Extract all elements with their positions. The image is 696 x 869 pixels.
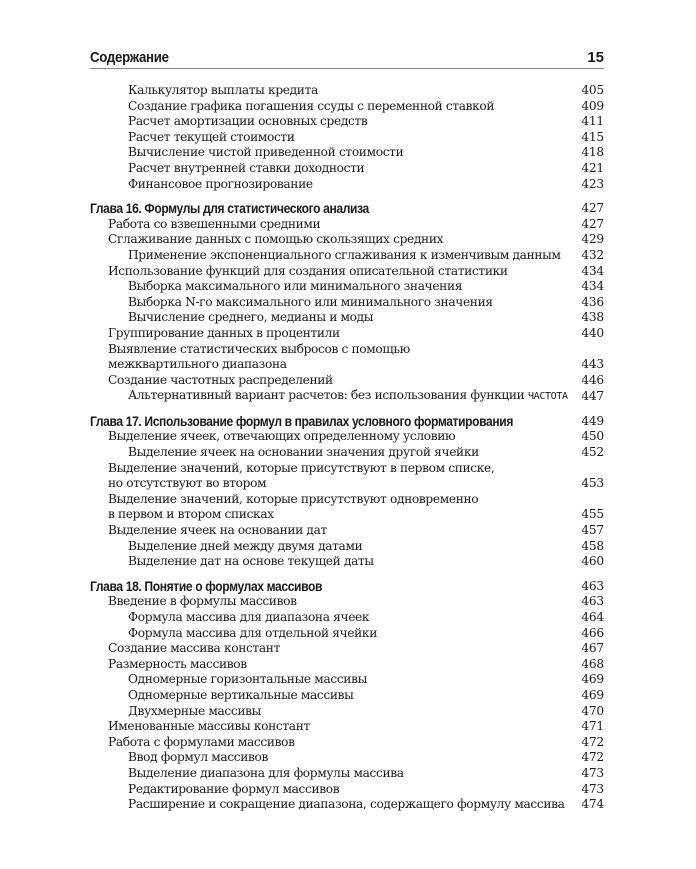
- toc-entry[interactable]: [90, 461, 604, 477]
- toc-entry-page: 443: [581, 357, 604, 372]
- toc-entry-title: [90, 357, 287, 373]
- toc-entry[interactable]: [90, 295, 604, 311]
- toc-entry-page: 436: [581, 294, 604, 309]
- toc-entry-text: Финансовое прогнозирование: [128, 176, 313, 191]
- toc-entry-title: [90, 217, 320, 233]
- toc-entry-page: 466: [581, 625, 604, 640]
- toc-entry-title: [90, 539, 362, 555]
- toc-entry[interactable]: [90, 610, 604, 626]
- toc-entry-page: 452: [581, 445, 604, 460]
- toc-entry-title: [90, 704, 261, 720]
- toc-entry-page: 432: [581, 247, 604, 262]
- toc-entry-text: Расчет внутренней ставки доходности: [128, 160, 365, 175]
- toc-entry[interactable]: [90, 672, 604, 688]
- toc-entry[interactable]: [90, 429, 604, 445]
- toc-entry-text: Вычисление среднего, медианы и моды: [128, 310, 374, 325]
- toc-entry-page: 421: [581, 160, 604, 175]
- toc-entry[interactable]: [90, 539, 604, 555]
- toc-entry-page: 463: [581, 578, 604, 593]
- toc-entry[interactable]: [90, 130, 604, 146]
- toc-entry[interactable]: [90, 554, 604, 570]
- toc-chapter[interactable]: [90, 201, 604, 217]
- toc-entry[interactable]: [90, 657, 604, 673]
- toc-entry-text: Выделение ячеек на основании значения другой ячейки: [128, 445, 479, 460]
- toc-entry-title: [90, 114, 367, 130]
- toc-entry-page: 472: [581, 734, 604, 749]
- toc-entry-text: Работа с формулами массивов: [108, 734, 295, 749]
- toc-entry-page: 427: [581, 216, 604, 231]
- toc-entry-page: 447: [581, 389, 604, 404]
- toc-entry-text: Выделение диапазона для формулы массива: [128, 765, 404, 780]
- toc-entry[interactable]: [90, 688, 604, 704]
- toc-entry-text: Вычисление чистой приведенной стоимости: [128, 145, 404, 160]
- toc-entry[interactable]: [90, 641, 604, 657]
- toc-entry-title: [90, 735, 295, 751]
- toc-entry-text: Расчет текущей стоимости: [128, 129, 295, 144]
- toc-entry-title: [90, 388, 568, 405]
- toc-entry-page: 446: [581, 372, 604, 387]
- toc-entry-text: в первом и втором списках: [108, 507, 274, 522]
- toc-entry-text: Альтернативный вариант расчетов: без использования функции: [128, 388, 525, 403]
- toc-entry-title: [90, 688, 354, 704]
- toc-entry[interactable]: [90, 704, 604, 720]
- toc-entry[interactable]: [90, 342, 604, 358]
- toc-entry-text: Одномерные вертикальные массивы: [128, 687, 354, 702]
- toc-entry-page: 434: [581, 279, 604, 294]
- toc-entry-title: [90, 445, 479, 461]
- toc-entry-title: [90, 782, 339, 798]
- toc-entry[interactable]: [90, 492, 604, 508]
- toc-entry[interactable]: [90, 626, 604, 642]
- toc-entry[interactable]: [90, 735, 604, 751]
- toc-entry-page: 415: [581, 129, 604, 144]
- toc-entry-title: [90, 279, 462, 295]
- toc-entry-page: 418: [581, 145, 604, 160]
- toc-entry[interactable]: [90, 357, 604, 373]
- toc-entry-title: [90, 672, 367, 688]
- toc-entry-text: Выделение дат на основе текущей даты: [128, 554, 374, 569]
- toc-entry[interactable]: [90, 145, 604, 161]
- toc-entry-title: [90, 232, 443, 248]
- toc-entry-code: ЧАСТОТА: [528, 391, 568, 403]
- toc-entry[interactable]: [90, 388, 604, 405]
- toc-entry-text: Выделение значений, которые присутствуют одновременно: [108, 491, 479, 506]
- toc-entry-page: 469: [581, 672, 604, 687]
- toc-entry-text: Использование функций для создания описательной статистики: [108, 263, 508, 278]
- toc-entry-title: [90, 554, 374, 570]
- toc-entry[interactable]: [90, 248, 604, 264]
- toc-entry-page: 427: [581, 201, 604, 216]
- toc-entry-page: 464: [581, 610, 604, 624]
- toc-entry-title: [90, 766, 404, 782]
- toc-entry-title: [90, 641, 280, 657]
- toc-entry-text: Применение экспоненциального сглаживания к изменчивым данным: [128, 247, 561, 262]
- toc-entry-page: 472: [581, 750, 604, 765]
- toc-entry-page: 474: [581, 797, 604, 812]
- toc-entry-title: [90, 373, 333, 389]
- header-title: Содержание: [90, 49, 169, 66]
- toc-entry[interactable]: [90, 217, 604, 233]
- toc-entry-text: Редактирование формул массивов: [128, 781, 340, 796]
- toc-entry-text: Создание массива констант: [108, 641, 280, 656]
- toc-entry-title: [90, 610, 369, 626]
- toc-entry-title: [90, 161, 364, 177]
- toc-entry-page: 469: [581, 687, 604, 702]
- toc-entry[interactable]: [90, 766, 604, 782]
- toc-page: [90, 44, 604, 813]
- toc-entry-page: 405: [581, 83, 604, 97]
- toc-entry-page: 453: [581, 476, 604, 491]
- toc-entry-page: 434: [581, 263, 604, 278]
- toc-entry-text: Работа со взвешенными средними: [108, 216, 321, 231]
- toc-entry-title: [90, 476, 266, 492]
- toc-entry[interactable]: [90, 264, 604, 280]
- toc-entry-text: Калькулятор выплаты кредита: [128, 83, 318, 97]
- toc-entry-page: 411: [581, 114, 604, 129]
- toc-entry-title: [90, 83, 318, 99]
- toc-entry-page: 458: [581, 538, 604, 553]
- toc-entry-title: [90, 177, 313, 193]
- toc-entry-text: Расширение и сокращение диапазона, содержащего формулу массива: [128, 797, 565, 812]
- toc-entry-page: 455: [581, 507, 604, 522]
- toc-entry[interactable]: [90, 797, 604, 813]
- toc-entry-text: Выявление статистических выбросов с помощью: [108, 341, 410, 356]
- toc-entry[interactable]: [90, 476, 604, 492]
- toc-entry-page: 457: [581, 523, 604, 538]
- toc-entry-text: Глава 16. Формулы для статистического анализа: [90, 201, 369, 217]
- toc-entry-text: Выделение ячеек на основании дат: [108, 523, 327, 538]
- toc-entry-text: но отсутствуют во втором: [108, 476, 267, 491]
- toc-entry-text: Выделение значений, которые присутствуют в первом списке,: [108, 460, 495, 475]
- toc-entry-page: 473: [581, 781, 604, 796]
- toc-entry-page: 449: [581, 413, 604, 428]
- toc-entry[interactable]: [90, 523, 604, 539]
- toc-entry-page: 473: [581, 765, 604, 780]
- toc-entry-text: Двухмерные массивы: [128, 703, 261, 718]
- toc-entry-text: Глава 18. Понятие о формулах массивов: [90, 578, 323, 594]
- toc-entry-title: [90, 719, 310, 735]
- toc-entry-title: [90, 201, 369, 217]
- toc-entry[interactable]: [90, 114, 604, 130]
- toc-entry-page: 471: [581, 719, 604, 734]
- table-of-contents: [90, 83, 604, 813]
- toc-entry-page: 423: [581, 176, 604, 191]
- toc-entry-title: [90, 750, 268, 766]
- toc-entry-title: [90, 461, 494, 477]
- toc-entry-title: [90, 295, 493, 311]
- toc-entry-title: [90, 310, 373, 326]
- toc-entry-title: [90, 507, 274, 523]
- toc-entry-page: 463: [581, 594, 604, 609]
- toc-entry-title: [90, 145, 403, 161]
- toc-entry-text: Размерность массивов: [108, 656, 247, 671]
- toc-entry[interactable]: [90, 782, 604, 798]
- toc-entry[interactable]: [90, 99, 604, 115]
- toc-entry-text: Именованные массивы констант: [108, 719, 310, 734]
- toc-entry[interactable]: [90, 279, 604, 295]
- toc-entry-title: [90, 248, 561, 264]
- toc-entry-text: Создание частотных распределений: [108, 372, 333, 387]
- toc-entry-page: 460: [581, 554, 604, 569]
- toc-entry-title: [90, 579, 322, 595]
- toc-entry-title: [90, 626, 377, 642]
- toc-entry-title: [90, 414, 513, 430]
- toc-entry[interactable]: [90, 445, 604, 461]
- toc-entry-page: 467: [581, 641, 604, 656]
- toc-entry[interactable]: [90, 161, 604, 177]
- toc-entry-text: Выборка N-го максимального или минимального значения: [128, 294, 493, 309]
- toc-entry[interactable]: [90, 594, 604, 610]
- toc-entry-title: [90, 657, 247, 673]
- toc-entry-page: 409: [581, 98, 604, 113]
- toc-entry-text: Формула массива для отдельной ячейки: [128, 625, 377, 640]
- toc-entry-title: [90, 326, 340, 342]
- toc-entry[interactable]: [90, 507, 604, 523]
- header-page-number: 15: [587, 49, 604, 66]
- toc-entry-text: межквартильного диапазона: [108, 357, 287, 372]
- toc-entry-page: 438: [581, 310, 604, 325]
- toc-entry-text: Ввод формул массивов: [128, 750, 269, 765]
- toc-entry-text: Глава 17. Использование формул в правилах условного форматирования: [90, 413, 514, 429]
- toc-entry[interactable]: [90, 232, 604, 248]
- toc-entry-title: [90, 99, 494, 115]
- toc-entry-title: [90, 492, 478, 508]
- toc-entry[interactable]: [90, 373, 604, 389]
- toc-entry-text: Выделение ячеек, отвечающих определенному условию: [108, 429, 456, 444]
- toc-entry-page: 429: [581, 232, 604, 247]
- toc-entry-title: [90, 429, 455, 445]
- toc-entry[interactable]: [90, 326, 604, 342]
- toc-entry-page: 440: [581, 325, 604, 340]
- toc-entry-title: [90, 523, 327, 539]
- toc-entry-page: 450: [581, 429, 604, 444]
- toc-entry-title: [90, 342, 410, 358]
- toc-entry-text: Одномерные горизонтальные массивы: [128, 672, 367, 687]
- toc-entry-page: 470: [581, 703, 604, 718]
- toc-entry[interactable]: [90, 310, 604, 326]
- toc-entry-text: Группирование данных в процентили: [108, 325, 340, 340]
- toc-entry[interactable]: [90, 750, 604, 766]
- toc-entry-title: [90, 130, 295, 146]
- running-header: [90, 44, 604, 69]
- toc-entry-text: Формула массива для диапазона ячеек: [128, 610, 370, 624]
- toc-entry-title: [90, 797, 565, 813]
- toc-entry-text: Создание графика погашения ссуды с переменной ставкой: [128, 98, 495, 113]
- toc-entry-title: [90, 594, 297, 610]
- toc-entry[interactable]: [90, 177, 604, 193]
- toc-entry-text: Выборка максимального или минимального значения: [128, 279, 463, 294]
- toc-entry-page: 468: [581, 656, 604, 671]
- toc-entry-text: Введение в формулы массивов: [108, 594, 297, 609]
- toc-entry[interactable]: [90, 719, 604, 735]
- toc-chapter[interactable]: [90, 414, 604, 430]
- toc-entry[interactable]: [90, 83, 604, 99]
- toc-entry-title: [90, 264, 508, 280]
- toc-entry-text: Расчет амортизации основных средств: [128, 114, 368, 129]
- toc-entry-text: Сглаживание данных с помощью скользящих средних: [108, 232, 444, 247]
- toc-entry-text: Выделение дней между двумя датами: [128, 538, 363, 553]
- toc-chapter[interactable]: [90, 579, 604, 595]
